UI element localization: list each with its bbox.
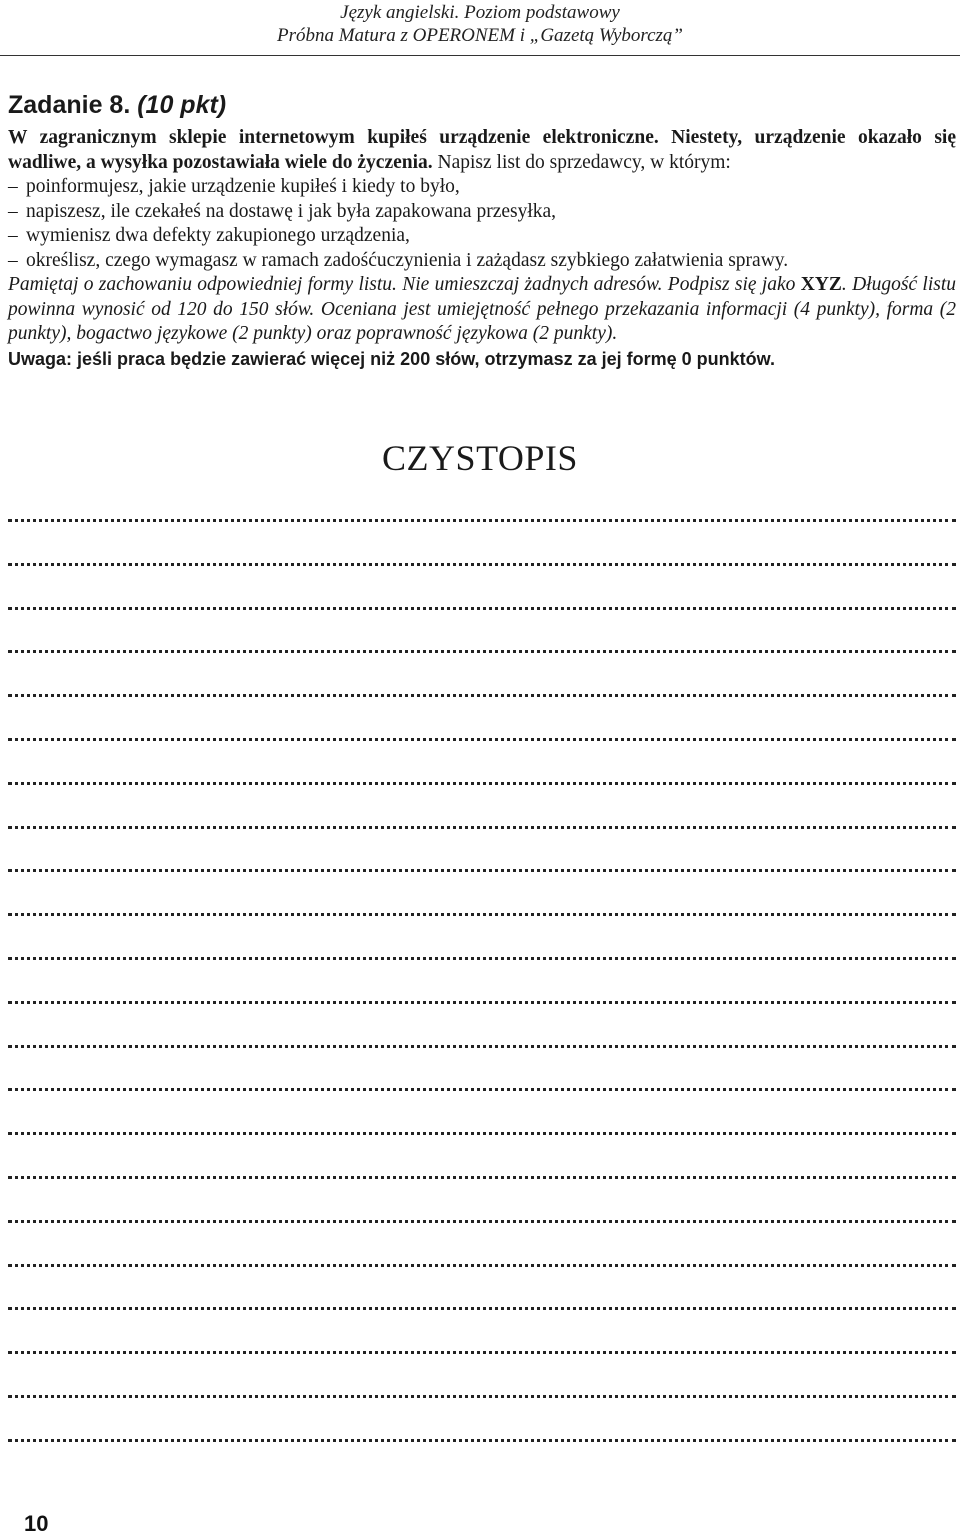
task-intro-rest: Napisz list do sprzedawcy, w którym: [437,151,731,173]
answer-line[interactable] [8,869,956,872]
header-divider [0,55,960,56]
answer-line[interactable] [8,738,956,741]
bullet-dash: – [8,249,18,271]
task-points: (10 pkt) [137,91,227,119]
answer-line[interactable] [8,782,956,785]
bullet-dash: – [8,200,18,222]
bullet-dash: – [8,225,18,246]
header-exam-title: Próbna Matura z OPERONEM i „Gazetą Wyborczą” [276,25,684,46]
task-bullet [8,249,956,274]
answer-line[interactable] [8,563,956,566]
answer-line[interactable] [8,1220,956,1223]
task-title [8,90,956,120]
task-number: Zadanie 8. [8,91,131,119]
page-number: 10 [24,1511,49,1536]
instructions-length: Długość listu powinna wynosić od 120 do 150 słów. [8,274,957,320]
instructions-form: Pamiętaj o zachowaniu odpowiedniej formy listu. Nie umieszczaj żadnych adresów. Podpisz się jako [8,274,796,295]
task-intro [8,126,956,175]
answer-line[interactable] [8,913,956,916]
answer-line[interactable] [8,519,956,522]
answer-line[interactable] [8,650,956,653]
answer-line[interactable] [8,1264,956,1267]
instructions-form-end: . [841,274,847,295]
bullet-dash: – [8,176,18,197]
answer-line[interactable] [8,1439,956,1442]
task-intro-bold: W zagranicznym sklepie internetowym kupiłeś urządzenie elektroniczne. Niestety, urządzenie okazało się wadliwe, a wysyłka pozostawiała wiele do życzenia. [8,127,956,173]
answer-line[interactable] [8,1307,956,1310]
bullet-text: napiszesz, ile czekałeś na dostawę i jak była zapakowana przesyłka, [26,200,557,222]
answer-line[interactable] [8,1132,956,1135]
task-bullet-list [8,175,956,273]
answer-line[interactable] [8,1001,956,1004]
task-instructions [8,273,956,347]
answer-line[interactable] [8,957,956,960]
answer-line[interactable] [8,694,956,697]
bullet-text: określisz, czego wymagasz w ramach zadośćuczynienia i zażądasz szybkiego załatwienia sprawy. [26,249,789,271]
task-bullet [8,175,956,200]
answer-line[interactable] [8,826,956,829]
task-warning: Uwaga: jeśli praca będzie zawierać więcej niż 200 słów, otrzymasz za jej formę 0 punktów. [8,348,775,369]
header-subject: Język angielski. Poziom podstawowy [340,2,620,23]
task-bullet [8,200,956,225]
answer-line[interactable] [8,607,956,610]
answer-line[interactable] [8,1395,956,1398]
answer-line[interactable] [8,1351,956,1354]
answer-line[interactable] [8,1088,956,1091]
bullet-text: poinformujesz, jakie urządzenie kupiłeś i kiedy to było, [26,176,460,197]
task-block [8,90,956,371]
signature-code: XYZ [800,274,842,295]
bullet-text: wymienisz dwa defekty zakupionego urządzenia, [26,225,410,246]
czystopis-heading: CZYSTOPIS [382,438,578,478]
answer-line[interactable] [8,1176,956,1179]
instructions-grading: Oceniana jest umiejętność pełnego przekazania informacji (4 punkty), forma (2 punkty), bogactwo językowe (2 punkty) oraz poprawność językowa (2 punkty). [8,298,957,344]
answer-line[interactable] [8,1045,956,1048]
task-bullet [8,224,956,249]
